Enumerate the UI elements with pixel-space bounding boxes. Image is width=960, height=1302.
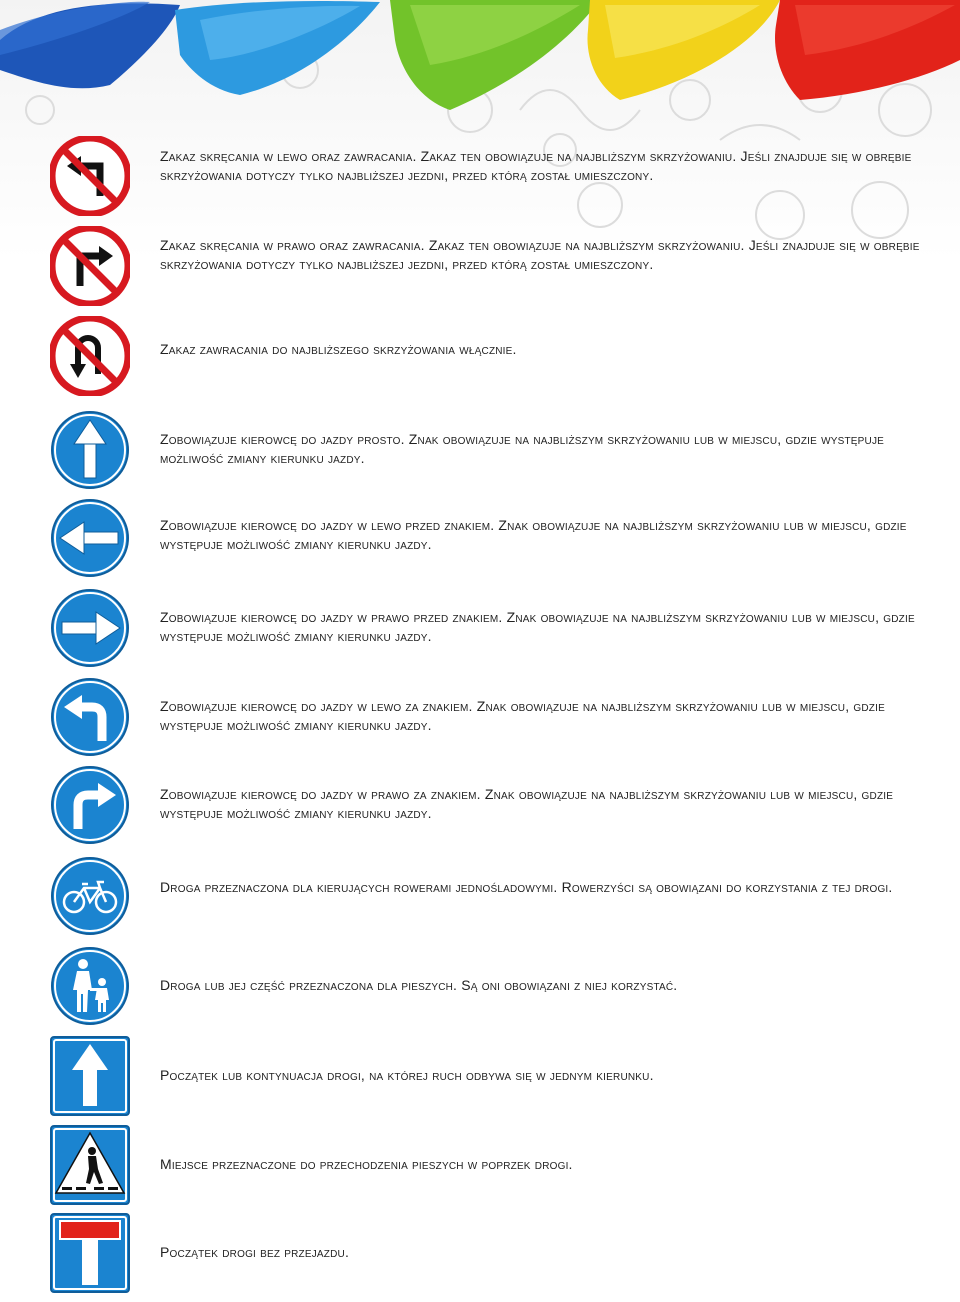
sign-description: Początek drogi bez przejazdu.	[160, 1244, 350, 1260]
sign-description: Zakaz zawracania do najbliższego skrzyżowania włącznie.	[160, 341, 517, 357]
no-left-turn-sign-icon	[50, 136, 130, 216]
sign-description: Zobowiązuje kierowcę do jazdy w lewo przed znakiem. Znak obowiązuje na najbliższym skrzyżowaniu lub w miejscu, gdzie występuje możliwość zmiany kierunku jazdy.	[160, 517, 907, 552]
turn-left-after-sign-icon	[50, 677, 130, 757]
dead-end-road-sign-icon	[50, 1213, 130, 1293]
sign-description: Zobowiązuje kierowcę do jazdy prosto. Znak obowiązuje na najbliższym skrzyżowaniu lub w miejscu, gdzie występuje możliwość zmiany kierunku jazdy.	[160, 431, 885, 466]
pedestrian-path-sign-icon	[50, 946, 130, 1026]
no-right-turn-sign-icon	[50, 226, 130, 306]
turn-right-after-sign-icon	[50, 765, 130, 845]
pedestrian-crossing-sign-icon	[50, 1125, 130, 1205]
sign-description: Zobowiązuje kierowcę do jazdy w prawo za znakiem. Znak obowiązuje na najbliższym skrzyżowaniu lub w miejscu, gdzie występuje możliwość zmiany kierunku jazdy.	[160, 786, 894, 821]
sign-description: Miejsce przeznaczone do przechodzenia pieszych w poprzek drogi.	[160, 1156, 573, 1172]
one-way-road-sign-icon	[50, 1036, 130, 1116]
no-u-turn-sign-icon	[50, 316, 130, 396]
turn-right-before-sign-icon	[50, 588, 130, 668]
sign-description: Droga lub jej część przeznaczona dla pieszych. Są oni obowiązani z niej korzystać.	[160, 977, 678, 993]
sign-description: Zakaz skręcania w lewo oraz zawracania. Zakaz ten obowiązuje na najbliższym skrzyżowaniu. Jeśli znajduje się w obrębie skrzyżowania dotyczy tylko najbliższej jezdni, przed którą został umieszczony.	[160, 148, 912, 183]
sign-description: Droga przeznaczona dla kierujących rowerami jednośladowymi. Rowerzyści są obowiązani do korzystania z tej drogi.	[160, 879, 893, 895]
paint-brush-strokes-icon	[0, 0, 960, 260]
sign-description: Zobowiązuje kierowcę do jazdy w prawo przed znakiem. Znak obowiązuje na najbliższym skrzyżowaniu lub w miejscu, gdzie występuje możliwość zmiany kierunku jazdy.	[160, 609, 915, 644]
sign-description: Zakaz skręcania w prawo oraz zawracania. Zakaz ten obowiązuje na najbliższym skrzyżowaniu. Jeśli znajduje się w obrębie skrzyżowania dotyczy tylko najbliższej jezdni, przed którą został umieszczony.	[160, 237, 920, 272]
sign-description: Początek lub kontynuacja drogi, na której ruch odbywa się w jednym kierunku.	[160, 1067, 654, 1083]
straight-only-sign-icon	[50, 410, 130, 490]
turn-left-before-sign-icon	[50, 498, 130, 578]
header-banner	[0, 0, 960, 260]
bicycle-path-sign-icon	[50, 856, 130, 936]
sign-description: Zobowiązuje kierowcę do jazdy w lewo za znakiem. Znak obowiązuje na najbliższym skrzyżowaniu lub w miejscu, gdzie występuje możliwość zmiany kierunku jazdy.	[160, 698, 885, 733]
